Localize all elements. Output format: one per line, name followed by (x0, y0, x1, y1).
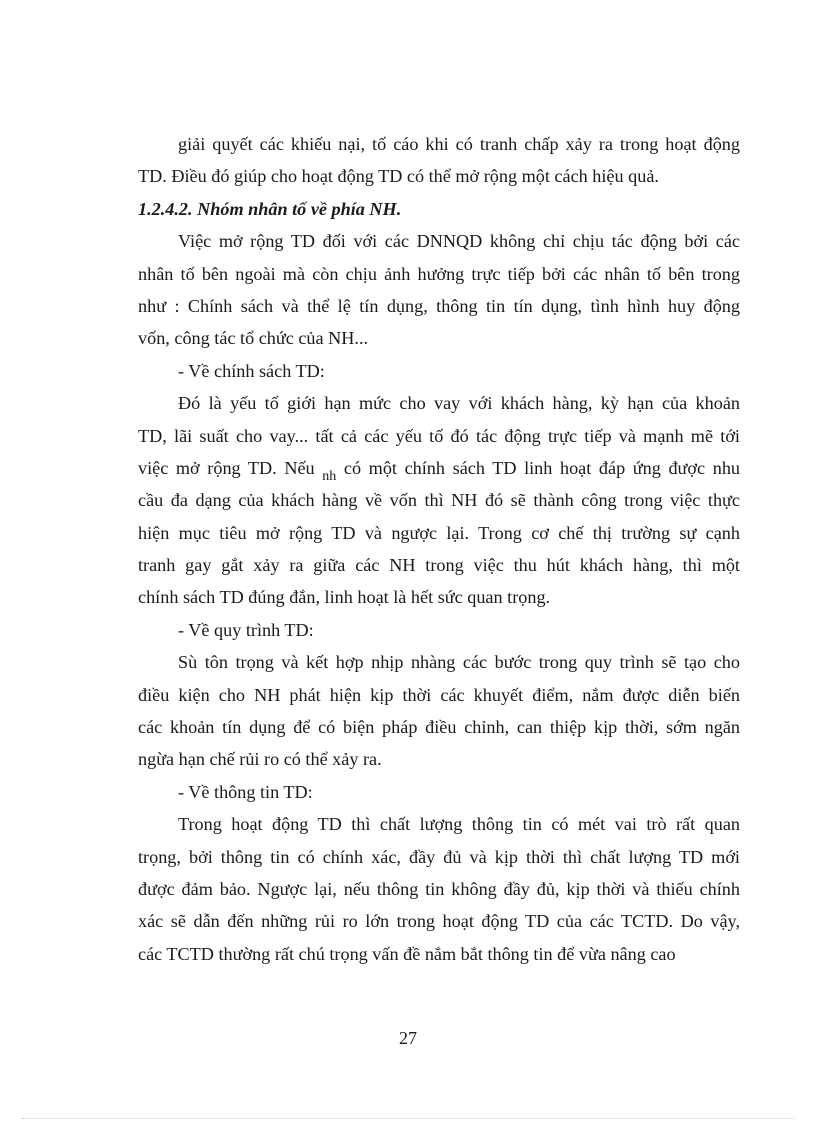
text-line: Đó là yếu tố giới hạn mức cho vay với khách hàng, kỳ hạn của khoản (178, 393, 740, 414)
section-heading: 1.2.4.2. Nhóm nhân tố về phía NH. (138, 198, 402, 219)
text-line: TD, lãi suất cho vay... tất cả các yếu tố đó tác động trực tiếp và mạnh mẽ tới (138, 425, 740, 446)
text-line: TD. Điều đó giúp cho hoạt động TD có thể mở rộng một cách hiệu quả. (138, 166, 659, 187)
text-line: giải quyết các khiếu nại, tố cáo khi có tranh chấp xảy ra trong hoạt động (178, 134, 740, 154)
subscript-text: nh (322, 468, 337, 484)
text-line: điều kiện cho NH phát hiện kịp thời các khuyết điểm, nắm được diễn biến (138, 684, 740, 705)
text-line: - Về chính sách TD: (178, 360, 325, 381)
text-line: xác sẽ dẫn đến những rủi ro lớn trong hoạt động TD của các TCTD. Do vậy, (138, 911, 740, 932)
page-bottom-divider (22, 1118, 794, 1119)
text-line (138, 452, 740, 484)
text-line: như : Chính sách và thể lệ tín dụng, thông tin tín dụng, tình hình huy động (138, 295, 740, 316)
text-line: - Về thông tin TD: (178, 781, 313, 802)
text-line: ngừa hạn chế rủi ro có thể xảy ra. (138, 749, 382, 770)
text-line: tranh gay gắt xảy ra giữa các NH trong việc thu hút khách hàng, thì một (138, 555, 740, 576)
text-line: chính sách TD đúng đắn, linh hoạt là hết sức quan trọng. (138, 587, 551, 608)
text-line: cầu đa dạng của khách hàng về vốn thì NH đó sẽ thành công trong việc thực (138, 490, 740, 511)
text-line-part: việc mở rộng TD. Nếu (138, 457, 315, 478)
text-line: các TCTD thường rất chú trọng vấn đề nắm bắt thông tin để vừa nâng cao (138, 943, 676, 964)
text-line: Việc mở rộng TD đối với các DNNQD không chỉ chịu tác động bởi các (178, 231, 740, 252)
text-line: vốn, công tác tổ chức của NH... (138, 328, 369, 349)
text-line: hiện mục tiêu mở rộng TD và ngược lại. Trong cơ chế thị trường sự cạnh (138, 522, 740, 543)
text-line-part: có một chính sách TD linh hoạt đáp ứng được nhu (343, 457, 740, 478)
text-line: Sù tôn trọng và kết hợp nhịp nhàng các bước trong quy trình sẽ tạo cho (178, 652, 740, 673)
text-line: các khoản tín dụng để có biện pháp điều chỉnh, can thiệp kịp thời, sớm ngăn (138, 717, 740, 738)
page-number: 27 (399, 1028, 417, 1048)
text-line: được đảm bảo. Ngược lại, nếu thông tin không đầy đủ, kịp thời và thiếu chính (138, 878, 740, 899)
text-line: trọng, bởi thông tin có chính xác, đầy đủ và kịp thời thì chất lượng TD mới (138, 846, 740, 867)
body-text (138, 128, 740, 970)
text-line: nhân tố bên ngoài mà còn chịu ảnh hưởng trực tiếp bởi các nhân tố bên trong (138, 263, 740, 284)
text-line: Trong hoạt động TD thì chất lượng thông tin có mét vai trò rất quan (178, 814, 740, 835)
text-line: - Về quy trình TD: (178, 619, 314, 640)
